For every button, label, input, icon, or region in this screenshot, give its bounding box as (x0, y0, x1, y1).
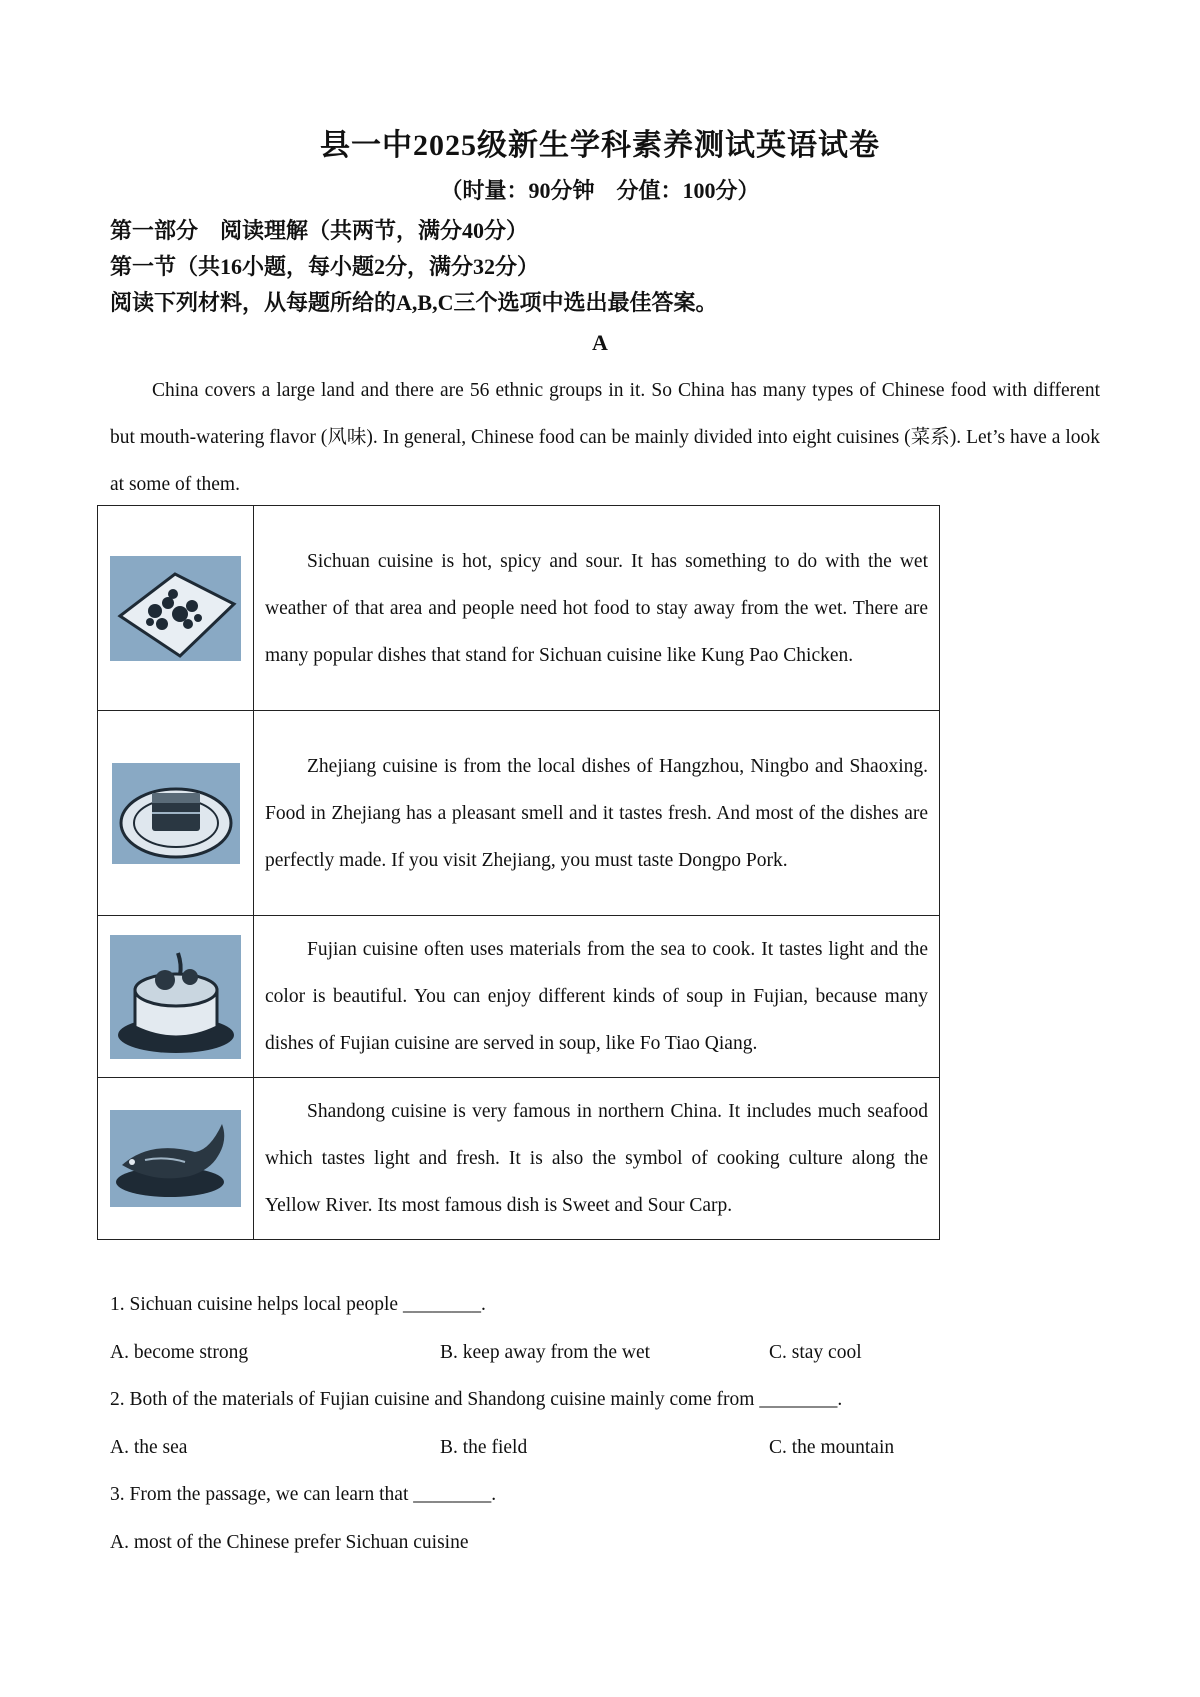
sichuan-cuisine-text: Sichuan cuisine is hot, spicy and sour. It has something to do with the wet weather of that area and people need hot food to stay away from the wet. There are many popular dishes that stand for Sichuan cuisine like Kung Pao Chicken. (265, 550, 928, 666)
table-row (98, 711, 940, 916)
question-3-option-a[interactable]: A. most of the Chinese prefer Sichuan cuisine (110, 1532, 469, 1553)
question-1-option-b[interactable]: B. keep away from the wet (440, 1342, 651, 1363)
question-1-option-c[interactable]: C. stay cool (769, 1342, 862, 1363)
shandong-cuisine-text: Shandong cuisine is very famous in northern China. It includes much seafood which tastes light and fresh. It is also the symbol of cooking culture along the Yellow River. Its most famous dish is Sweet and Sour Carp. (265, 1101, 928, 1216)
table-row (98, 1078, 940, 1240)
question-1-option-a[interactable]: A. become strong (110, 1342, 249, 1363)
cuisine-table (97, 505, 940, 1240)
zhejiang-cuisine-text: Zhejiang cuisine is from the local dishes of Hangzhou, Ningbo and Shaoxing. Food in Zhejiang has a pleasant smell and it tastes fresh. And most of the dishes are perfectly made. If you visit Zhejiang, you must taste Dongpo Pork. (265, 755, 928, 871)
exam-time-score: （时量：90分钟 分值：100分） (440, 178, 760, 203)
passage-letter: A (592, 330, 608, 355)
sweet-sour-carp-image (110, 1110, 241, 1207)
question-3-stem: 3. From the passage, we can learn that ________. (110, 1484, 497, 1505)
braised-pork-dish-image (112, 763, 240, 864)
question-2-option-c[interactable]: C. the mountain (769, 1437, 895, 1458)
question-2-stem: 2. Both of the materials of Fujian cuisine and Shandong cuisine mainly come from ________. (110, 1389, 843, 1410)
seafood-soup-pot-image (110, 935, 241, 1059)
question-1-stem: 1. Sichuan cuisine helps local people ________. (110, 1294, 486, 1315)
fujian-cuisine-text: Fujian cuisine often uses materials from the sea to cook. It tastes light and the color is beautiful. You can enjoy different kinds of soup in Fujian, because many dishes of Fujian cuisine are served in soup, like Fo Tiao Qiang. (265, 939, 928, 1054)
question-2-option-b[interactable]: B. the field (440, 1437, 528, 1458)
question-2-option-a[interactable]: A. the sea (110, 1437, 188, 1458)
passage-intro: China covers a large land and there are 56 ethnic groups in it. So China has many types of Chinese food with different but mouth-watering flavor (风味). In general, Chinese food can be mainly divided into eight cuisines (菜系). Let’s have a look at some of them. (110, 380, 1100, 495)
instruction-text: 阅读下列材料，从每题所给的A,B,C三个选项中选出最佳答案。 (110, 290, 718, 315)
spicy-chicken-dish-image (110, 556, 241, 661)
part-heading: 第一部分 阅读理解（共两节，满分40分） (110, 218, 529, 243)
table-row (98, 506, 940, 711)
page-title: 县一中2025级新生学科素养测试英语试卷 (320, 129, 880, 162)
section-heading: 第一节（共16小题，每小题2分，满分32分） (110, 254, 540, 279)
table-row (98, 916, 940, 1078)
